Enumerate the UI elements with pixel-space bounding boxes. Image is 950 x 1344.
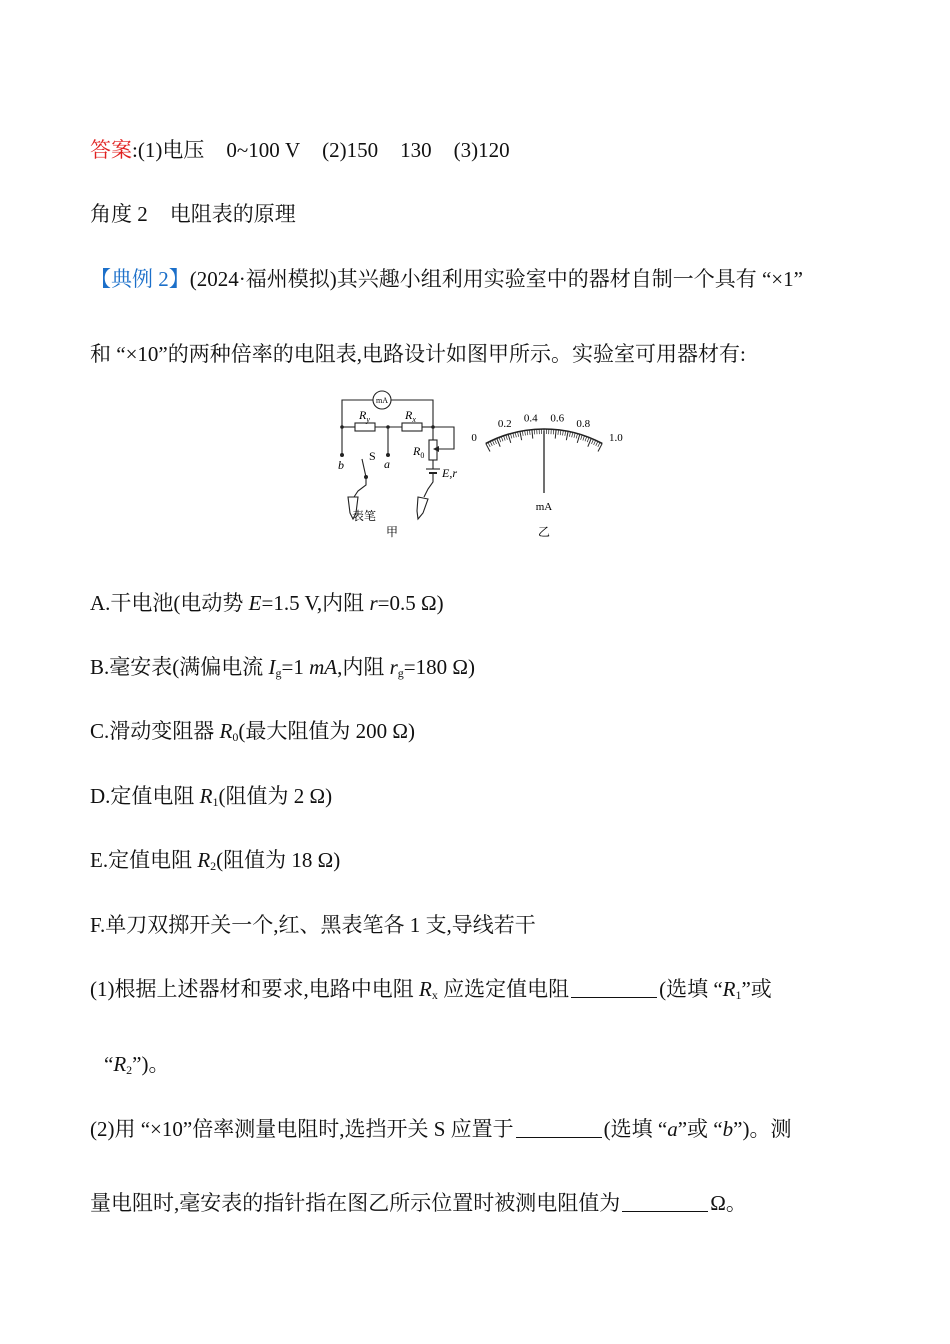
dial-tick [574, 433, 575, 438]
dial-tick [506, 435, 508, 440]
q1-var: R [419, 977, 432, 1001]
dial-tick [490, 441, 492, 446]
rheostat-slider-wire [433, 427, 454, 449]
q2-after: (选填 “ [603, 1117, 668, 1141]
node [431, 425, 435, 429]
q2-end: ”)。测 [733, 1117, 792, 1141]
dial-tick [532, 430, 533, 439]
dial-tick [499, 437, 501, 442]
dial-tick [598, 442, 600, 446]
item-b-sub-g2: g [397, 666, 404, 680]
dial-tick [565, 431, 566, 436]
item-d [90, 782, 332, 816]
item-b-unit: mA [309, 655, 338, 679]
item-f-text: F.单刀双掷开关一个,红、黑表笔各 1 支,导线若干 [90, 913, 536, 937]
item-b-var-i: I [268, 655, 276, 679]
dial-tick-label: 0.4 [523, 412, 538, 425]
item-c [90, 717, 415, 751]
dial-tick [577, 434, 580, 443]
dial-tick [520, 431, 522, 440]
item-b [90, 653, 475, 687]
dial-tick [508, 434, 511, 443]
r0-label: $R_0$ [413, 444, 425, 460]
dial-tick [513, 433, 514, 438]
dial-tick [596, 441, 598, 446]
q1-sub: x [431, 988, 438, 1002]
caption-right: 乙 [537, 525, 551, 539]
dial-tick [591, 439, 593, 444]
q1-option-2: R [113, 1052, 127, 1076]
q1-option-1: R [722, 977, 736, 1001]
terminal-b [340, 453, 344, 457]
dial-unit-label: mA [535, 501, 553, 513]
switch-blade [362, 459, 366, 477]
dial-tick [515, 432, 516, 437]
section-heading [90, 200, 296, 228]
item-a-var-e: E [248, 591, 262, 615]
item-a [90, 589, 444, 617]
q1-pre: (1)根据上述器材和要求,电路中电阻 [90, 977, 419, 1001]
item-b-var-r: r [389, 655, 398, 679]
item-f [90, 911, 536, 939]
figure-svg [330, 385, 630, 545]
q1-answer-blank[interactable] [571, 979, 657, 998]
dial-tick [585, 437, 587, 442]
question-2-line-2 [90, 1189, 747, 1217]
example-tag: 【典例 2】 [90, 267, 190, 291]
item-b-mid-1: =1 [281, 655, 310, 679]
q2-or: ”或 “ [677, 1117, 723, 1141]
answer-part-3: (2)150 [322, 138, 379, 162]
item-a-pre: A.干电池(电动势 [90, 591, 249, 615]
answer-line [90, 136, 510, 164]
probe-wire-left [354, 477, 366, 497]
q1-l2-open: “ [104, 1052, 114, 1076]
node [386, 425, 390, 429]
dial-tick [518, 432, 519, 437]
dial-tick [587, 437, 589, 442]
q1-mid: 应选定值电阻 [437, 977, 570, 1001]
probe-right [417, 497, 428, 519]
dial-tick [522, 431, 523, 436]
item-a-post: =0.5 Ω) [377, 591, 444, 615]
item-d-pre: D.定值电阻 [90, 784, 200, 808]
dial-tick [495, 439, 497, 444]
ammeter-label: mA [376, 396, 388, 405]
dial-tick [569, 432, 570, 437]
terminal-b-label: b [338, 458, 344, 472]
item-b-mid-2: ,内阻 [337, 655, 390, 679]
q1-l2-close: ”)。 [132, 1052, 170, 1076]
dial-tick [504, 436, 506, 441]
dial-tick [525, 431, 526, 436]
dial-tick [594, 440, 596, 445]
meter-dial [471, 413, 623, 493]
answer-part-2: 0~100 V [226, 138, 301, 162]
q1-option-1-sub: 1 [735, 988, 742, 1002]
dial-tick [563, 431, 564, 436]
item-d-var: R [199, 784, 213, 808]
q2-option-a: a [667, 1117, 678, 1141]
example-line-1 [90, 265, 803, 293]
question-1-line-2 [104, 1050, 169, 1084]
item-e-post: (阻值为 18 Ω) [216, 848, 341, 872]
dial-tick [501, 437, 503, 442]
item-a-mid: =1.5 V,内阻 [261, 591, 370, 615]
item-e-sub: 2 [210, 859, 217, 873]
dial-tick-label: 0 [471, 431, 477, 444]
q1-after: (选填 “ [659, 977, 723, 1001]
q1-or: ”或 [741, 977, 772, 1001]
q2-l2-post: Ω。 [710, 1191, 747, 1215]
dial-tick [581, 435, 583, 440]
dial-tick-label: 0.8 [576, 417, 591, 430]
item-d-sub: 1 [212, 795, 219, 809]
q2-answer-blank-1[interactable] [516, 1119, 602, 1138]
item-c-sub: 0 [232, 730, 239, 744]
item-e-pre: E.定值电阻 [90, 848, 198, 872]
slider-arrow-icon [433, 446, 439, 452]
answer-label: 答案 [90, 138, 132, 162]
item-e-var: R [197, 848, 211, 872]
dial-tick [529, 430, 530, 435]
dial-tick [488, 442, 490, 446]
item-e [90, 846, 340, 880]
probes-label: 表笔 [352, 509, 377, 523]
switch-pivot [364, 475, 368, 479]
resistor-rx [402, 423, 422, 431]
item-b-pre: B.毫安表(满偏电流 [90, 655, 269, 679]
answer-part-5: (3)120 [453, 138, 510, 162]
q2-answer-blank-2[interactable] [622, 1193, 708, 1212]
example-text-1: (2024·福州模拟)其兴趣小组利用实验室中的器材自制一个具有 “×1” [189, 267, 803, 291]
dial-tick-label: 0.2 [497, 417, 512, 430]
resistor-ry [355, 423, 375, 431]
switch-label: S [369, 449, 376, 463]
dial-tick-label: 0.6 [550, 412, 565, 425]
dial-tick [560, 430, 561, 435]
item-a-var-r: r [369, 591, 378, 615]
probe-wire-right [424, 473, 433, 497]
dial-tick [527, 430, 528, 435]
example-line-2 [90, 340, 746, 368]
item-c-var: R [219, 719, 233, 743]
q1-option-2-sub: 2 [126, 1063, 133, 1077]
answer-part-4: 130 [400, 138, 432, 162]
item-b-sub-g: g [275, 666, 282, 680]
section-label: 角度 2 [90, 202, 148, 226]
answer-part-1: (1)电压 [137, 138, 205, 162]
ry-label: $R_y$ [359, 408, 370, 424]
answer-colon: : [132, 138, 138, 162]
example-text-2: 和 “×10”的两种倍率的电阻表,电路设计如图甲所示。实验室可用器材有: [90, 342, 746, 366]
question-2-line-1 [90, 1115, 791, 1143]
item-c-post: (最大阻值为 200 Ω) [238, 719, 415, 743]
q2-pre: (2)用 “×10”倍率测量电阻时,选挡开关 S 应置于 [90, 1117, 514, 1141]
terminal-a-label: a [384, 457, 390, 471]
dial-tick [510, 434, 511, 439]
item-c-pre: C.滑动变阻器 [90, 719, 220, 743]
dial-tick [558, 430, 559, 435]
item-d-post: (阻值为 2 Ω) [218, 784, 333, 808]
circuit-figure [330, 385, 630, 551]
dial-tick-label: 1.0 [608, 431, 623, 444]
section-title: 电阻表的原理 [169, 202, 296, 226]
q2-option-b: b [722, 1117, 734, 1141]
emf-label: E,r [442, 466, 457, 480]
item-b-post: =180 Ω) [403, 655, 475, 679]
dial-tick [583, 436, 585, 441]
dial-tick [572, 432, 573, 437]
q2-l2-pre: 量电阻时,毫安表的指针指在图乙所示位置时被测电阻值为 [90, 1191, 621, 1215]
rx-label: $R_x$ [405, 408, 416, 424]
dial-tick [576, 434, 577, 439]
caption-left: 甲 [385, 525, 399, 539]
dial-tick [492, 440, 494, 445]
dial-tick [555, 430, 556, 439]
node [340, 425, 344, 429]
question-1-line-1 [90, 975, 772, 1009]
dial-tick [566, 431, 568, 440]
